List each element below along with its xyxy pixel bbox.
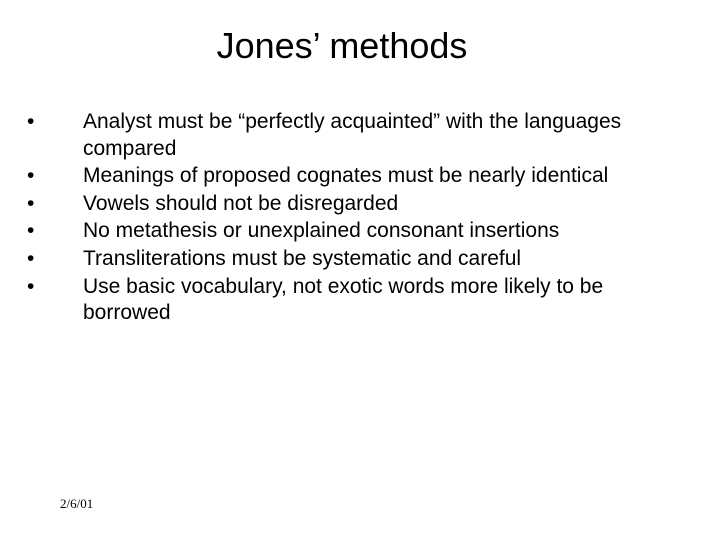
bullet-text: Use basic vocabulary, not exotic words more likely to be borrowed: [83, 274, 604, 325]
bullet-item: [27, 191, 667, 218]
bullet-item: [27, 274, 667, 327]
bullet-item: [27, 218, 667, 245]
bullet-dot-icon: •: [27, 274, 35, 298]
bullet-text: No metathesis or unexplained consonant insertions: [83, 219, 560, 243]
bullet-dot-icon: •: [27, 110, 35, 133]
bullet-dot-icon: •: [27, 191, 35, 215]
bullet-item: [27, 246, 667, 273]
bullet-text: Transliterations must be systematic and careful: [83, 246, 522, 270]
bullet-item: [27, 163, 667, 190]
footer-date: 2/6/01: [60, 496, 94, 511]
bullet-text: Analyst must be “perfectly acquainted” with the languages compared: [83, 110, 622, 160]
bullet-dot-icon: •: [27, 246, 35, 270]
bullet-dot-icon: •: [27, 219, 35, 243]
slide-title: Jones’ methods: [216, 25, 468, 66]
bullet-item: [27, 109, 667, 162]
bullet-list: [27, 109, 667, 328]
bullet-dot-icon: •: [27, 164, 35, 188]
bullet-text: Vowels should not be disregarded: [83, 191, 399, 215]
bullet-text: Meanings of proposed cognates must be nearly identical: [83, 164, 609, 188]
